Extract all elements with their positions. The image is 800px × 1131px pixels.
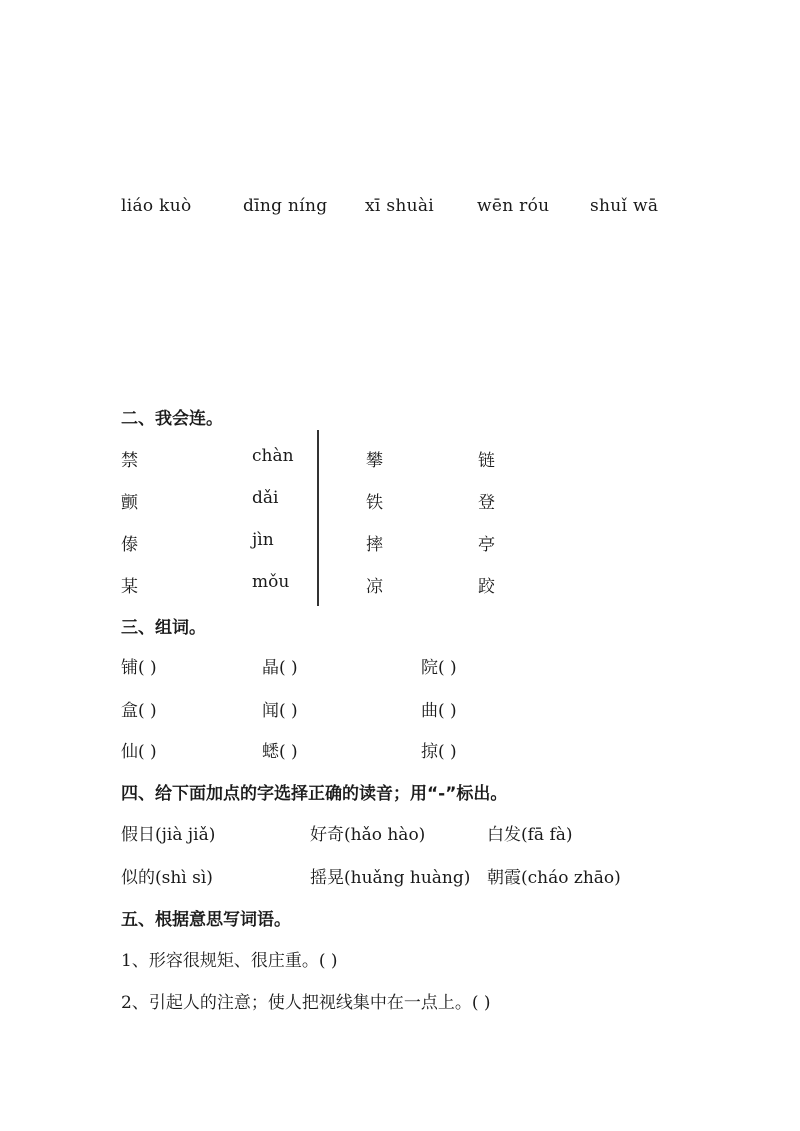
word-blank[interactable]: 院( ) <box>421 658 457 678</box>
left-pinyin: chàn <box>252 446 294 466</box>
section5-title: 五、根据意思写词语。 <box>121 910 291 930</box>
reading-choice[interactable]: 好奇(hǎo hào) <box>310 825 426 845</box>
pinyin-item: shuǐ wā <box>590 196 659 216</box>
word-blank[interactable]: 闻( ) <box>262 701 298 721</box>
right-char: 亭 <box>478 535 495 555</box>
right-char: 登 <box>478 493 495 513</box>
word-blank[interactable]: 盒( ) <box>121 701 157 721</box>
section3-title: 三、组词。 <box>121 618 206 638</box>
left-pinyin: dǎi <box>252 488 279 508</box>
left-char: 某 <box>121 577 138 597</box>
word-blank[interactable]: 掠( ) <box>421 742 457 762</box>
word-blank[interactable]: 曲( ) <box>421 701 457 721</box>
definition-item[interactable]: 1、形容很规矩、很庄重。( ) <box>121 951 338 971</box>
left-pinyin: mǒu <box>252 572 290 592</box>
reading-choice[interactable]: 朝霞(cháo zhāo) <box>487 868 621 888</box>
right-char: 跤 <box>478 577 495 597</box>
right-char: 铁 <box>366 493 383 513</box>
right-char: 链 <box>478 451 495 471</box>
word-blank[interactable]: 蟋( ) <box>262 742 298 762</box>
section2-title: 二、我会连。 <box>121 409 223 429</box>
left-pinyin: jìn <box>252 530 274 550</box>
definition-item[interactable]: 2、引起人的注意；使人把视线集中在一点上。( ) <box>121 993 491 1013</box>
right-char: 攀 <box>366 451 383 471</box>
pinyin-item: dīng níng <box>243 196 328 216</box>
word-blank[interactable]: 晶( ) <box>262 658 298 678</box>
left-char: 颤 <box>121 493 138 513</box>
right-char: 摔 <box>366 535 383 555</box>
pinyin-item: liáo kuò <box>121 196 192 216</box>
reading-choice[interactable]: 摇晃(huǎng huàng) <box>310 868 471 888</box>
reading-choice[interactable]: 白发(fā fà) <box>487 825 573 845</box>
reading-choice[interactable]: 似的(shì sì) <box>121 868 213 888</box>
word-blank[interactable]: 仙( ) <box>121 742 157 762</box>
section4-title: 四、给下面加点的字选择正确的读音；用“-”标出。 <box>121 784 508 804</box>
word-blank[interactable]: 铺( ) <box>121 658 157 678</box>
left-char: 禁 <box>121 451 138 471</box>
pinyin-item: wēn róu <box>477 196 550 216</box>
reading-choice[interactable]: 假日(jià jiǎ) <box>121 825 216 845</box>
pinyin-item: xī shuài <box>365 196 435 216</box>
right-char: 凉 <box>366 577 383 597</box>
divider-line <box>317 430 319 606</box>
left-char: 傣 <box>121 535 138 555</box>
